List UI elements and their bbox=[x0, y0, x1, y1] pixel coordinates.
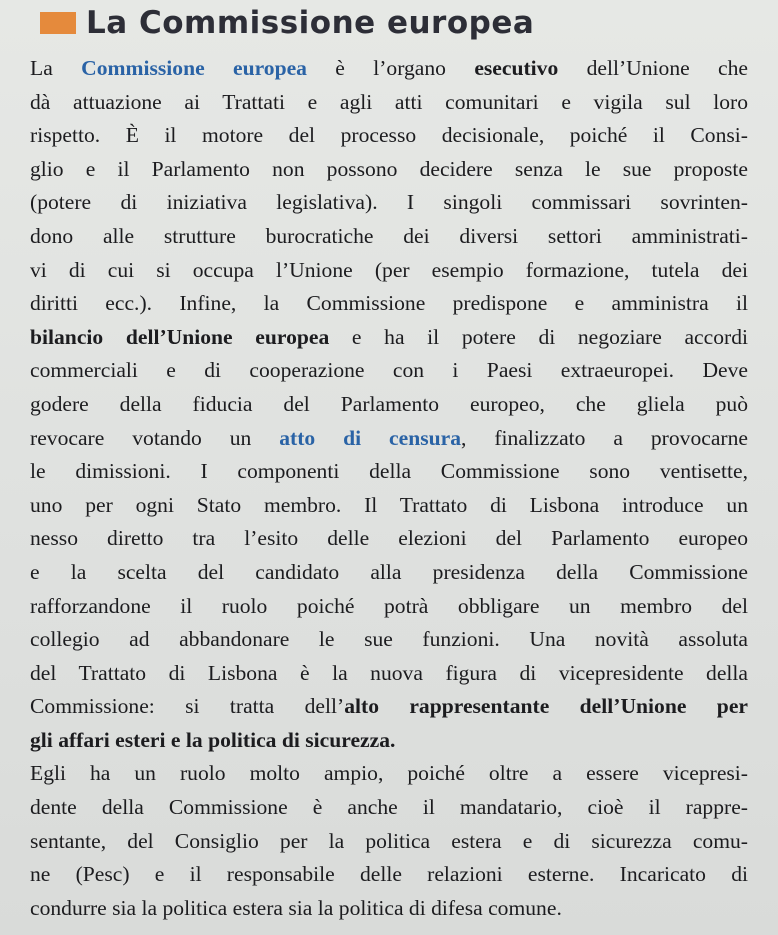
bold-term: bilancio dell’Unione europea bbox=[30, 324, 330, 349]
text-line bbox=[30, 858, 748, 892]
text-segment: Commissione: si tratta dell’ bbox=[30, 694, 345, 719]
key-term: Commissione europea bbox=[81, 56, 307, 80]
text-segment: commerciali e di cooperazione con i Paesi extraeuropei. Deve bbox=[30, 358, 748, 383]
text-line bbox=[30, 220, 748, 254]
page-title: La Commissione europea bbox=[86, 5, 535, 41]
text-segment: e la scelta del candidato alla presidenza della Commissione bbox=[30, 559, 748, 584]
text-line bbox=[30, 119, 748, 153]
text-segment: è l’organo bbox=[306, 56, 475, 80]
text-segment: (potere di iniziativa legislativa). I singoli commissari sovrinten- bbox=[30, 190, 748, 215]
text-segment: Egli ha un ruolo molto ampio, poiché oltre a essere vicepresi- bbox=[30, 761, 748, 786]
bold-term: esecutivo bbox=[474, 56, 559, 80]
text-segment: vi di cui si occupa l’Unione (per esempio formazione, tutela dei bbox=[30, 257, 748, 282]
text-line bbox=[30, 489, 748, 523]
text-line bbox=[30, 455, 748, 489]
text-line bbox=[30, 690, 748, 724]
text-segment: del Trattato di Lisbona è la nuova figura di vicepresidente della bbox=[30, 660, 748, 685]
text-line bbox=[30, 825, 748, 859]
key-term: atto di censura bbox=[279, 425, 462, 450]
text-line bbox=[30, 892, 748, 926]
text-line bbox=[30, 657, 748, 691]
text-segment: dente della Commissione è anche il mandatario, cioè il rappre- bbox=[30, 795, 748, 820]
bold-term: gli affari esteri e la politica di sicurezza. bbox=[30, 727, 396, 752]
text-line bbox=[30, 757, 748, 791]
text-segment: La bbox=[30, 56, 82, 80]
text-segment: condurre sia la politica estera sia la politica di difesa comune. bbox=[30, 895, 562, 920]
text-line bbox=[30, 422, 748, 456]
text-segment: revocare votando un bbox=[30, 425, 280, 450]
text-segment: dell’Unione che bbox=[558, 56, 749, 80]
body-text bbox=[30, 52, 748, 925]
text-line bbox=[30, 153, 748, 187]
text-line bbox=[30, 724, 748, 758]
text-segment: rafforzandone il ruolo poiché potrà obbligare un membro del bbox=[30, 593, 748, 618]
text-line bbox=[30, 791, 748, 825]
text-segment: e ha il potere di negoziare accordi bbox=[329, 324, 748, 349]
text-segment: sentante, del Consiglio per la politica estera e di sicurezza comu- bbox=[30, 828, 748, 853]
orange-square-icon bbox=[40, 12, 76, 34]
text-segment: godere della fiducia del Parlamento europeo, che gliela può bbox=[30, 391, 748, 416]
text-segment: dono alle strutture burocratiche dei diversi settori amministrati- bbox=[30, 223, 748, 248]
text-segment: uno per ogni Stato membro. Il Trattato di Lisbona introduce un bbox=[30, 492, 748, 517]
text-segment: diritti ecc.). Infine, la Commissione predispone e amministra il bbox=[30, 291, 748, 316]
text-segment: dà attuazione ai Trattati e agli atti comunitari e vigila sul loro bbox=[30, 89, 748, 114]
text-line bbox=[30, 254, 748, 288]
text-line bbox=[30, 590, 748, 624]
text-segment: , finalizzato a provocarne bbox=[461, 425, 749, 450]
section-header bbox=[40, 0, 534, 46]
text-line bbox=[30, 52, 748, 86]
bold-term: alto rappresentante dell’Unione per bbox=[344, 694, 748, 719]
text-segment: ne (Pesc) e il responsabile delle relazioni esterne. Incaricato di bbox=[30, 862, 748, 887]
text-line bbox=[30, 287, 748, 321]
text-line bbox=[30, 623, 748, 657]
paragraph bbox=[30, 52, 748, 757]
text-line bbox=[30, 522, 748, 556]
text-line bbox=[30, 321, 748, 355]
text-line bbox=[30, 354, 748, 388]
text-segment: rispetto. È il motore del processo decisionale, poiché il Consi- bbox=[30, 123, 748, 148]
text-line bbox=[30, 86, 748, 120]
text-segment: glio e il Parlamento non possono decidere senza le sue proposte bbox=[30, 156, 748, 181]
paragraph bbox=[30, 757, 748, 925]
text-line bbox=[30, 388, 748, 422]
text-line bbox=[30, 186, 748, 220]
text-segment: nesso diretto tra l’esito delle elezioni del Parlamento europeo bbox=[30, 526, 748, 551]
text-segment: collegio ad abbandonare le sue funzioni. Una novità assoluta bbox=[30, 627, 748, 652]
text-segment: le dimissioni. I componenti della Commissione sono ventisette, bbox=[30, 459, 748, 484]
text-line bbox=[30, 556, 748, 590]
